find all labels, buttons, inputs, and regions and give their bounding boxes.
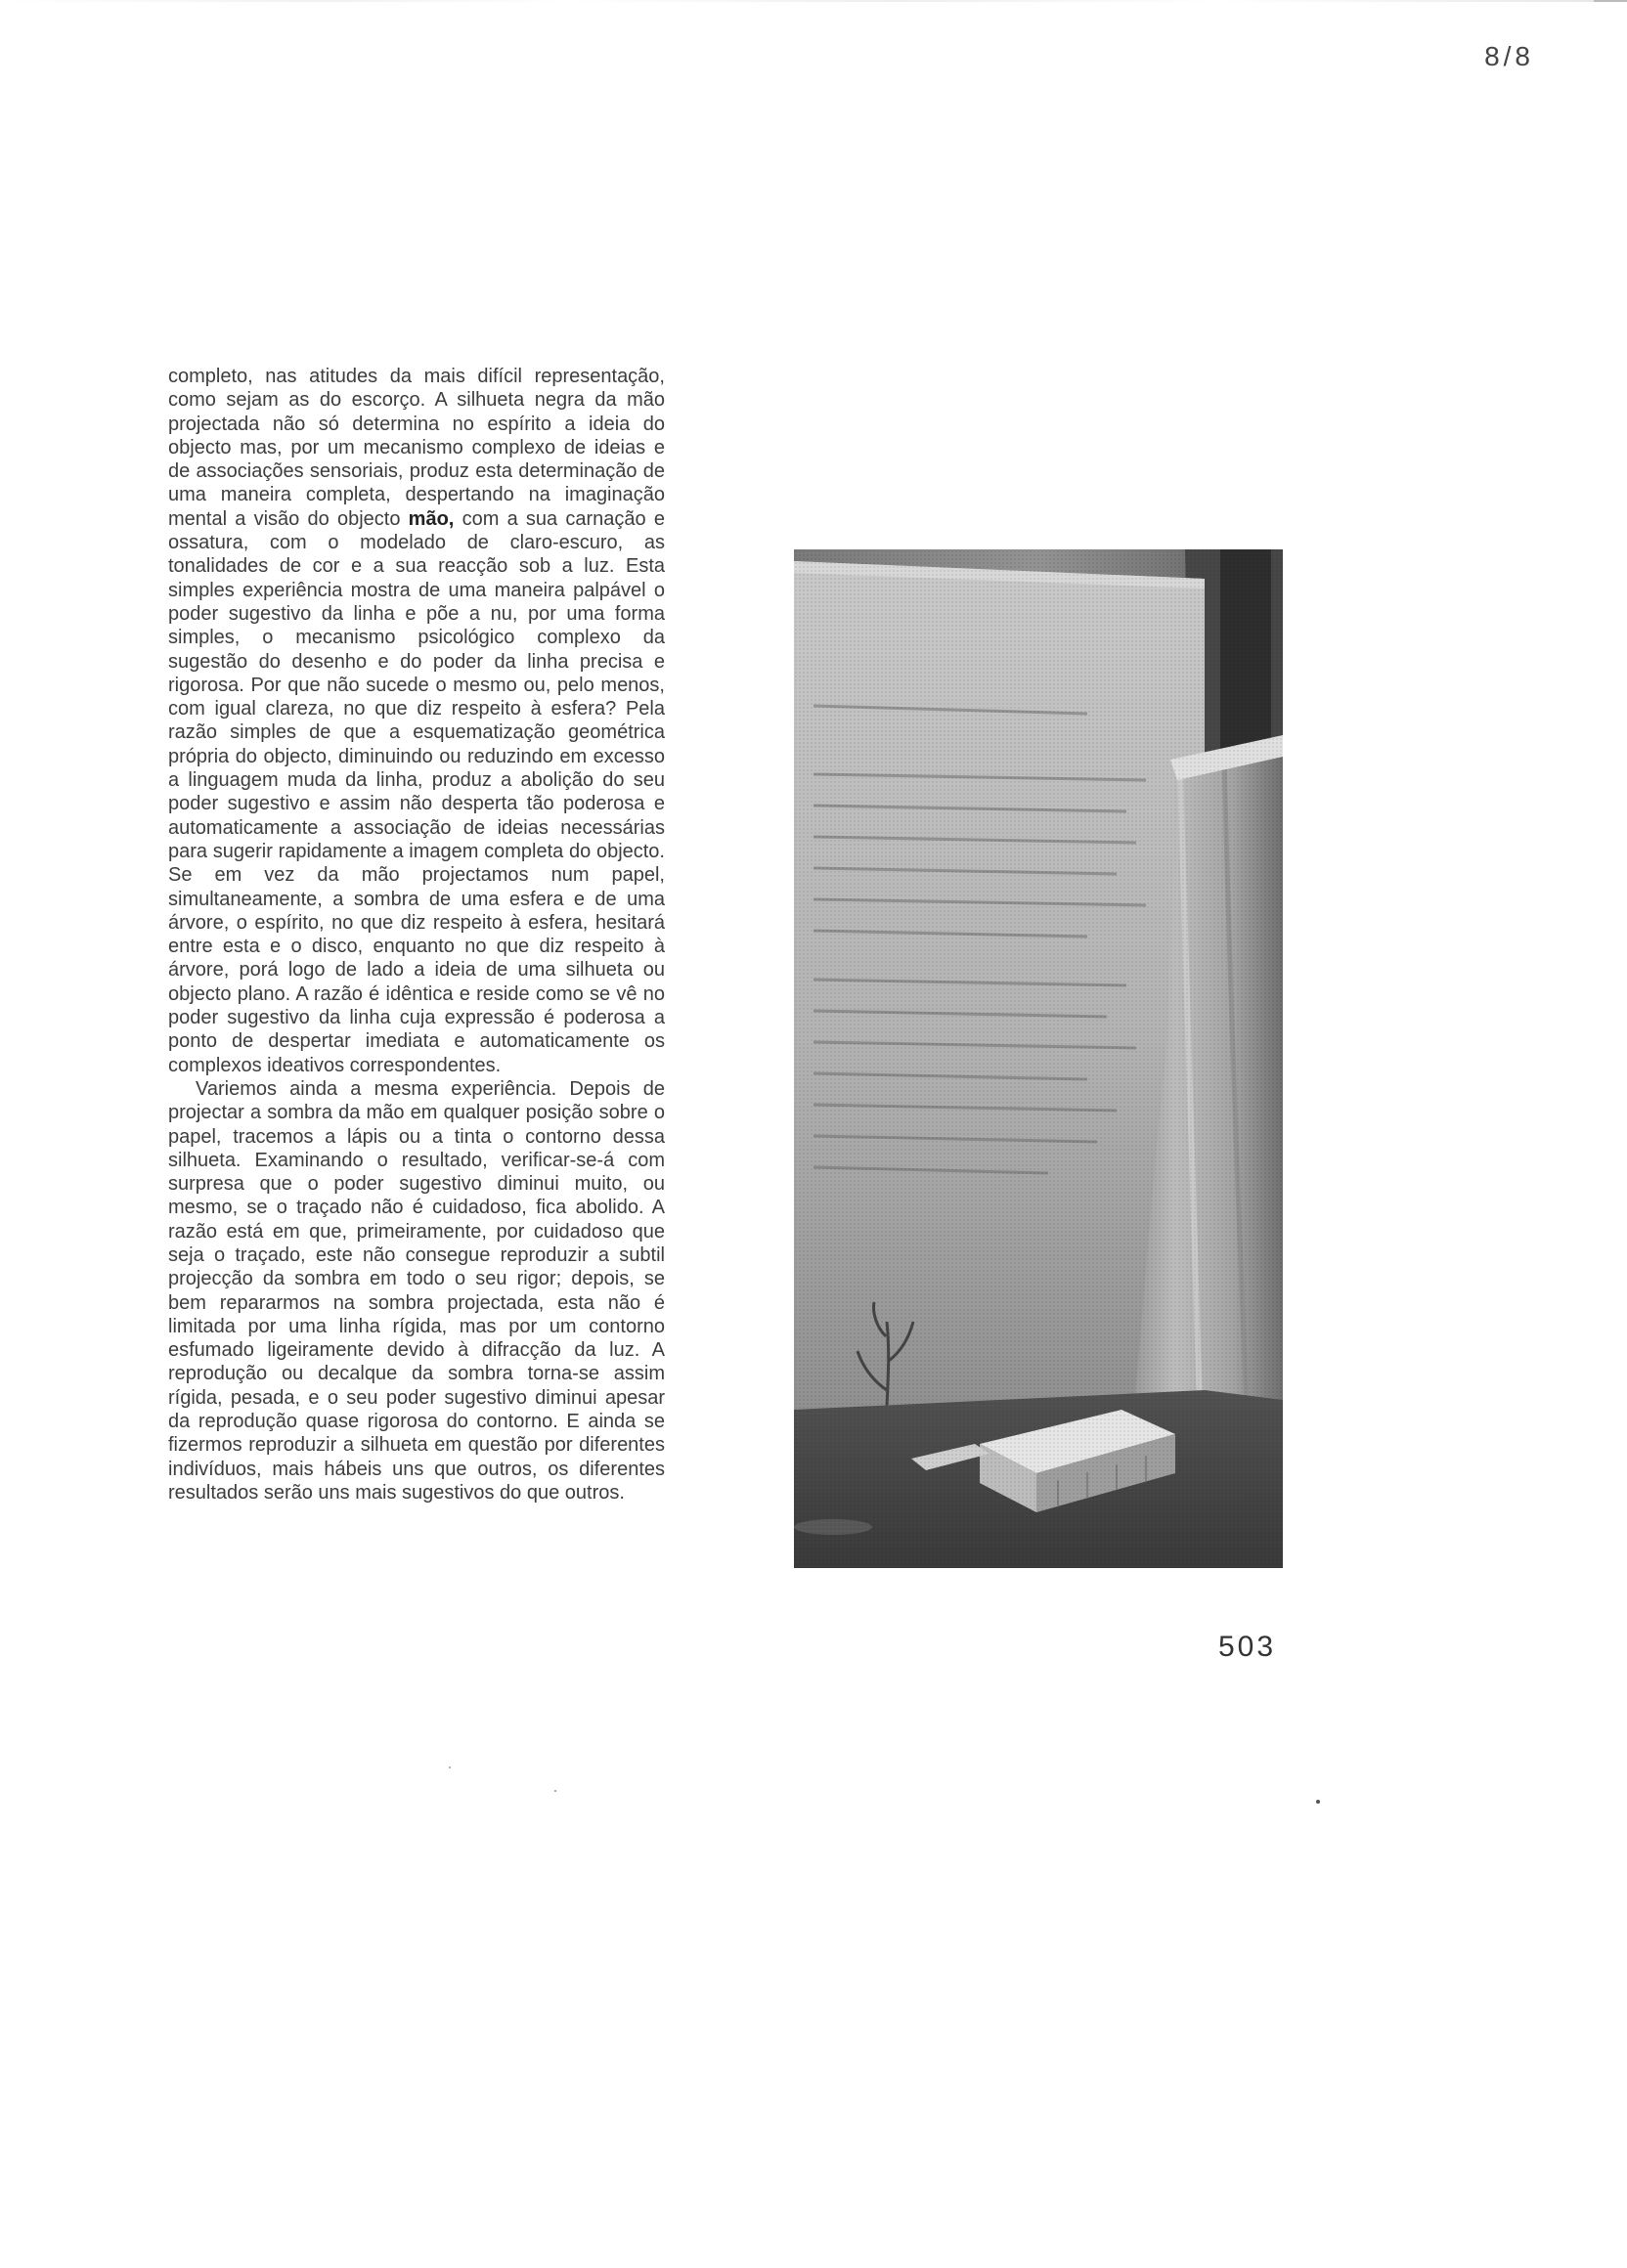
- scan-top-edge: [0, 0, 1627, 2]
- paragraph-1-text-end: com a sua carnação e ossatura, com o modelado de claro-escuro, as tonalidades de cor e a sua reacção sob a luz. Esta simples experiência mostra de uma maneira palpável o poder sugestivo da linha e põe a nu, por uma forma simples, o mecanismo psicológico complexo da sugestão do desenho e do poder da linha precisa e rigorosa. Por que não sucede o mesmo ou, pelo menos, com igual clareza, no que diz respeito à esfera? Pela razão simples de que a esquematização geométrica própria do objecto, diminuindo ou reduzindo em excesso a linguagem muda da linha, produz a abolição do seu poder sugestivo e assim não desperta tão poderosa e automaticamente a associação de ideias necessárias para sugerir rapidamente a imagem completa do objecto. Se em vez da mão projectamos num papel, simultaneamente, a sombra de uma esfera e de uma árvore, o espírito, no que diz respeito à esfera, hesitará entre esta e o disco, enquanto no que diz respeito à árvore, porá logo de lado a ideia de uma silhueta ou objecto plano. A razão é idêntica e reside como se vê no poder sugestivo da linha cuja expressão é poderosa a ponto de despertar imediata e automaticamente os complexos ideativos correspondentes.: [168, 507, 665, 1076]
- paragraph-1-text-start: completo, nas atitudes da mais difícil representação, como sejam as do escorço. A silhueta negra da mão projectada não só determina no espírito a ideia do objecto mas, por um mecanismo complexo de ideias e de associações sensoriais, produz esta determinação de uma maneira completa, despertando na imaginação mental a visão do objecto: [168, 366, 665, 530]
- article-paragraph-2: [168, 1077, 665, 1505]
- halftone-overlay: [794, 549, 1283, 1568]
- article-paragraph-1: [168, 365, 665, 1077]
- page-number: 503: [1218, 1631, 1277, 1663]
- paragraph-2-text: Variemos ainda a mesma experiência. Depois de projectar a sombra da mão em qualquer posição sobre o papel, tracemos a lápis ou a tinta o contorno dessa silhueta. Examinando o resultado, verificar-se-á com surpresa que o poder sugestivo diminui muito, ou mesmo, se o traçado não é cuidadoso, fica abolido. A razão está em que, primeiramente, por cuidadoso que seja o traçado, este não consegue reproduzir a subtil projecção da sombra em todo o seu rigor; depois, se bem repararmos na sombra projectada, esta não é limitada por uma linha rígida, mas por um contorno esfumado ligeiramente devido à difracção da luz. A reprodução ou decalque da sombra torna-se assim rígida, pesada, e o seu poder sugestivo diminui apesar da reprodução quase rigorosa do contorno. E ainda se fizermos reproduzir a silhueta em questão por diferentes indivíduos, mais hábeis uns que outros, os diferentes resultados serão uns mais sugestivos do que outros.: [168, 1077, 665, 1504]
- exhibition-photograph: [794, 549, 1283, 1568]
- photograph-image: [794, 549, 1283, 1568]
- article-body: [168, 365, 665, 1505]
- emphasized-word: mão,: [408, 507, 455, 530]
- page-counter: 8/8: [1484, 41, 1534, 71]
